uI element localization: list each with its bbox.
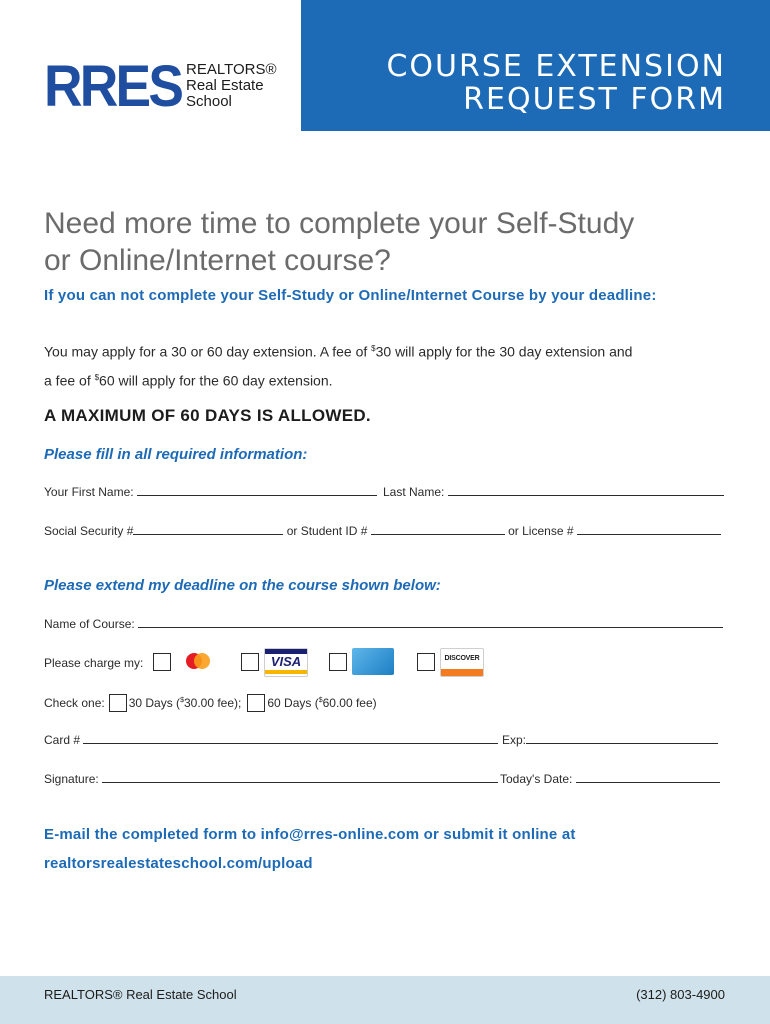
name-row: [44, 485, 377, 499]
option-text: 60.00 fee): [322, 696, 377, 710]
date-field[interactable]: [576, 772, 720, 783]
charge-label: Please charge my:: [44, 656, 144, 670]
check-one-label: Check one:: [44, 696, 105, 710]
ssn-label: Social Security #: [44, 524, 134, 538]
form-title-line-1: COURSE EXTENSION: [386, 49, 726, 84]
id-row: [44, 524, 721, 538]
american-express-icon: [352, 648, 394, 675]
intro-text: You may apply for a 30 or 60 day extension. A fee of: [44, 343, 372, 360]
logo-text: [186, 62, 277, 110]
student-id-field[interactable]: [371, 524, 505, 535]
mastercard-checkbox[interactable]: [153, 653, 171, 671]
amex-checkbox[interactable]: [329, 653, 347, 671]
signature-row: [44, 772, 498, 786]
option-text: 60 Days (: [267, 696, 319, 710]
ssn-field[interactable]: [133, 524, 283, 535]
discover-checkbox[interactable]: [417, 653, 435, 671]
license-field[interactable]: [577, 524, 721, 535]
subheading: If you can not complete your Self-Study or Online/Internet Course by your deadline:: [44, 287, 657, 304]
first-name-field[interactable]: [137, 485, 377, 496]
footer-school-name: REALTORS® Real Estate School: [44, 987, 237, 1002]
footer: [0, 976, 770, 1024]
last-name-label: Last Name:: [383, 485, 445, 499]
card-number-field[interactable]: [83, 733, 498, 744]
form-title-line-2: REQUEST FORM: [463, 82, 726, 117]
intro-text: a fee of: [44, 372, 95, 389]
dollar-sign: $: [180, 697, 184, 704]
footer-phone: (312) 803-4900: [636, 987, 725, 1002]
email-line-1: E-mail the completed form to info@rres-online.com or submit it online at: [44, 826, 576, 843]
first-name-label: Your First Name:: [44, 485, 134, 499]
logo-line-2: Real Estate: [186, 77, 264, 94]
visa-icon: [264, 648, 308, 677]
card-row: [44, 733, 498, 747]
intro-text: 30 will apply for the 30 day extension and: [375, 343, 633, 360]
option-60-days-label: [267, 696, 376, 710]
submission-instructions: [44, 820, 734, 878]
signature-label: Signature:: [44, 772, 99, 786]
visa-text: VISA: [270, 654, 302, 669]
card-number-label: Card #: [44, 733, 81, 747]
check-row: [44, 694, 377, 712]
signature-field[interactable]: [102, 772, 498, 783]
option-text: 30 Days (: [128, 696, 181, 710]
intro-text: 60 will apply for the 60 day extension.: [99, 372, 333, 389]
discover-icon: [440, 648, 484, 677]
last-name-row: [383, 485, 724, 499]
option-30-days-label: [129, 696, 242, 710]
extend-deadline-heading: Please extend my deadline on the course shown below:: [44, 577, 441, 594]
intro-line-1: [44, 336, 694, 365]
headline: [44, 205, 744, 279]
course-name-field[interactable]: [138, 617, 723, 628]
option-30-days-checkbox[interactable]: [109, 694, 127, 712]
visa-checkbox[interactable]: [241, 653, 259, 671]
option-60-days-checkbox[interactable]: [247, 694, 265, 712]
upload-link[interactable]: realtorsrealestateschool.com/upload: [44, 855, 313, 872]
mastercard-icon: [177, 648, 219, 675]
option-text: 30.00 fee);: [183, 696, 242, 710]
dollar-sign: $: [318, 697, 323, 704]
exp-row: [502, 733, 718, 747]
exp-label: Exp:: [502, 733, 527, 747]
dollar-sign: $: [371, 344, 376, 353]
fill-info-heading: Please fill in all required information:: [44, 446, 308, 463]
student-id-label: or Student ID #: [286, 524, 368, 538]
logo-mark: RRES: [44, 54, 182, 119]
license-label: or License #: [508, 524, 574, 538]
headline-line-1: Need more time to complete your Self-Study: [44, 207, 635, 240]
logo-line-3: School: [186, 93, 232, 110]
exp-field[interactable]: [526, 733, 718, 744]
maximum-notice: A MAXIMUM OF 60 DAYS IS ALLOWED.: [44, 406, 371, 425]
date-label: Today's Date:: [500, 772, 573, 786]
form-title: [386, 50, 726, 116]
course-name-label: Name of Course:: [44, 617, 135, 631]
date-row: [500, 772, 720, 786]
discover-text: DISCOVER: [444, 655, 480, 662]
headline-line-2: or Online/Internet course?: [44, 244, 391, 277]
course-row: [44, 617, 723, 631]
dollar-sign: $: [94, 372, 100, 382]
intro-paragraph: [44, 336, 694, 393]
intro-line-2: [44, 365, 694, 394]
title-banner: [301, 0, 770, 131]
last-name-field[interactable]: [448, 485, 724, 496]
logo-line-1: REALTORS®: [186, 61, 277, 78]
